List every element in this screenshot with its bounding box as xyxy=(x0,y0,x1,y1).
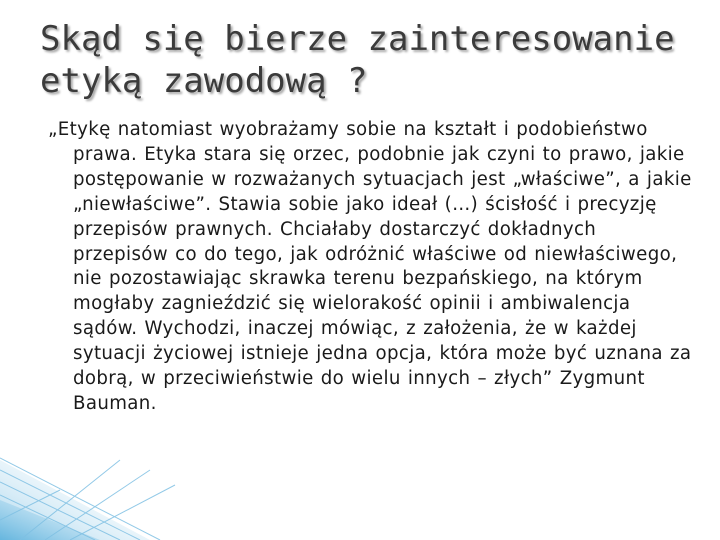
corner-decoration xyxy=(0,400,180,540)
slide-title: Skąd się bierze zainteresowanie etyką zawodową ? xyxy=(40,19,675,101)
quote-paragraph: „Etykę natomiast wyobrażamy sobie na kształt i podobieństwo prawa. Etyka stara się orzec, podobnie jak czyni to prawo, jakie postępowanie w rozważanych sytuacjach jest „właściwe”, a jakie „niewłaściwe”. Stawia sobie jako ideał (…) ścisłość i precyzję przepisów prawnych. Chciałaby dostarczyć dokładnych przepisów co do tego, jak odróżnić właściwe od niewłaściwego, nie pozostawiając skrawka terenu bezpańskiego, na którym mogłaby zagnieździć się wielorakość opinii i ambiwalencja sądów. Wychodzi, inaczej mówiąc, z założenia, że w każdej sytuacji życiowej istnieje jedna opcja, która może być uznana za dobrą, w przeciwieństwie do wielu innych – złych” Zygmunt Bauman. xyxy=(48,119,692,414)
